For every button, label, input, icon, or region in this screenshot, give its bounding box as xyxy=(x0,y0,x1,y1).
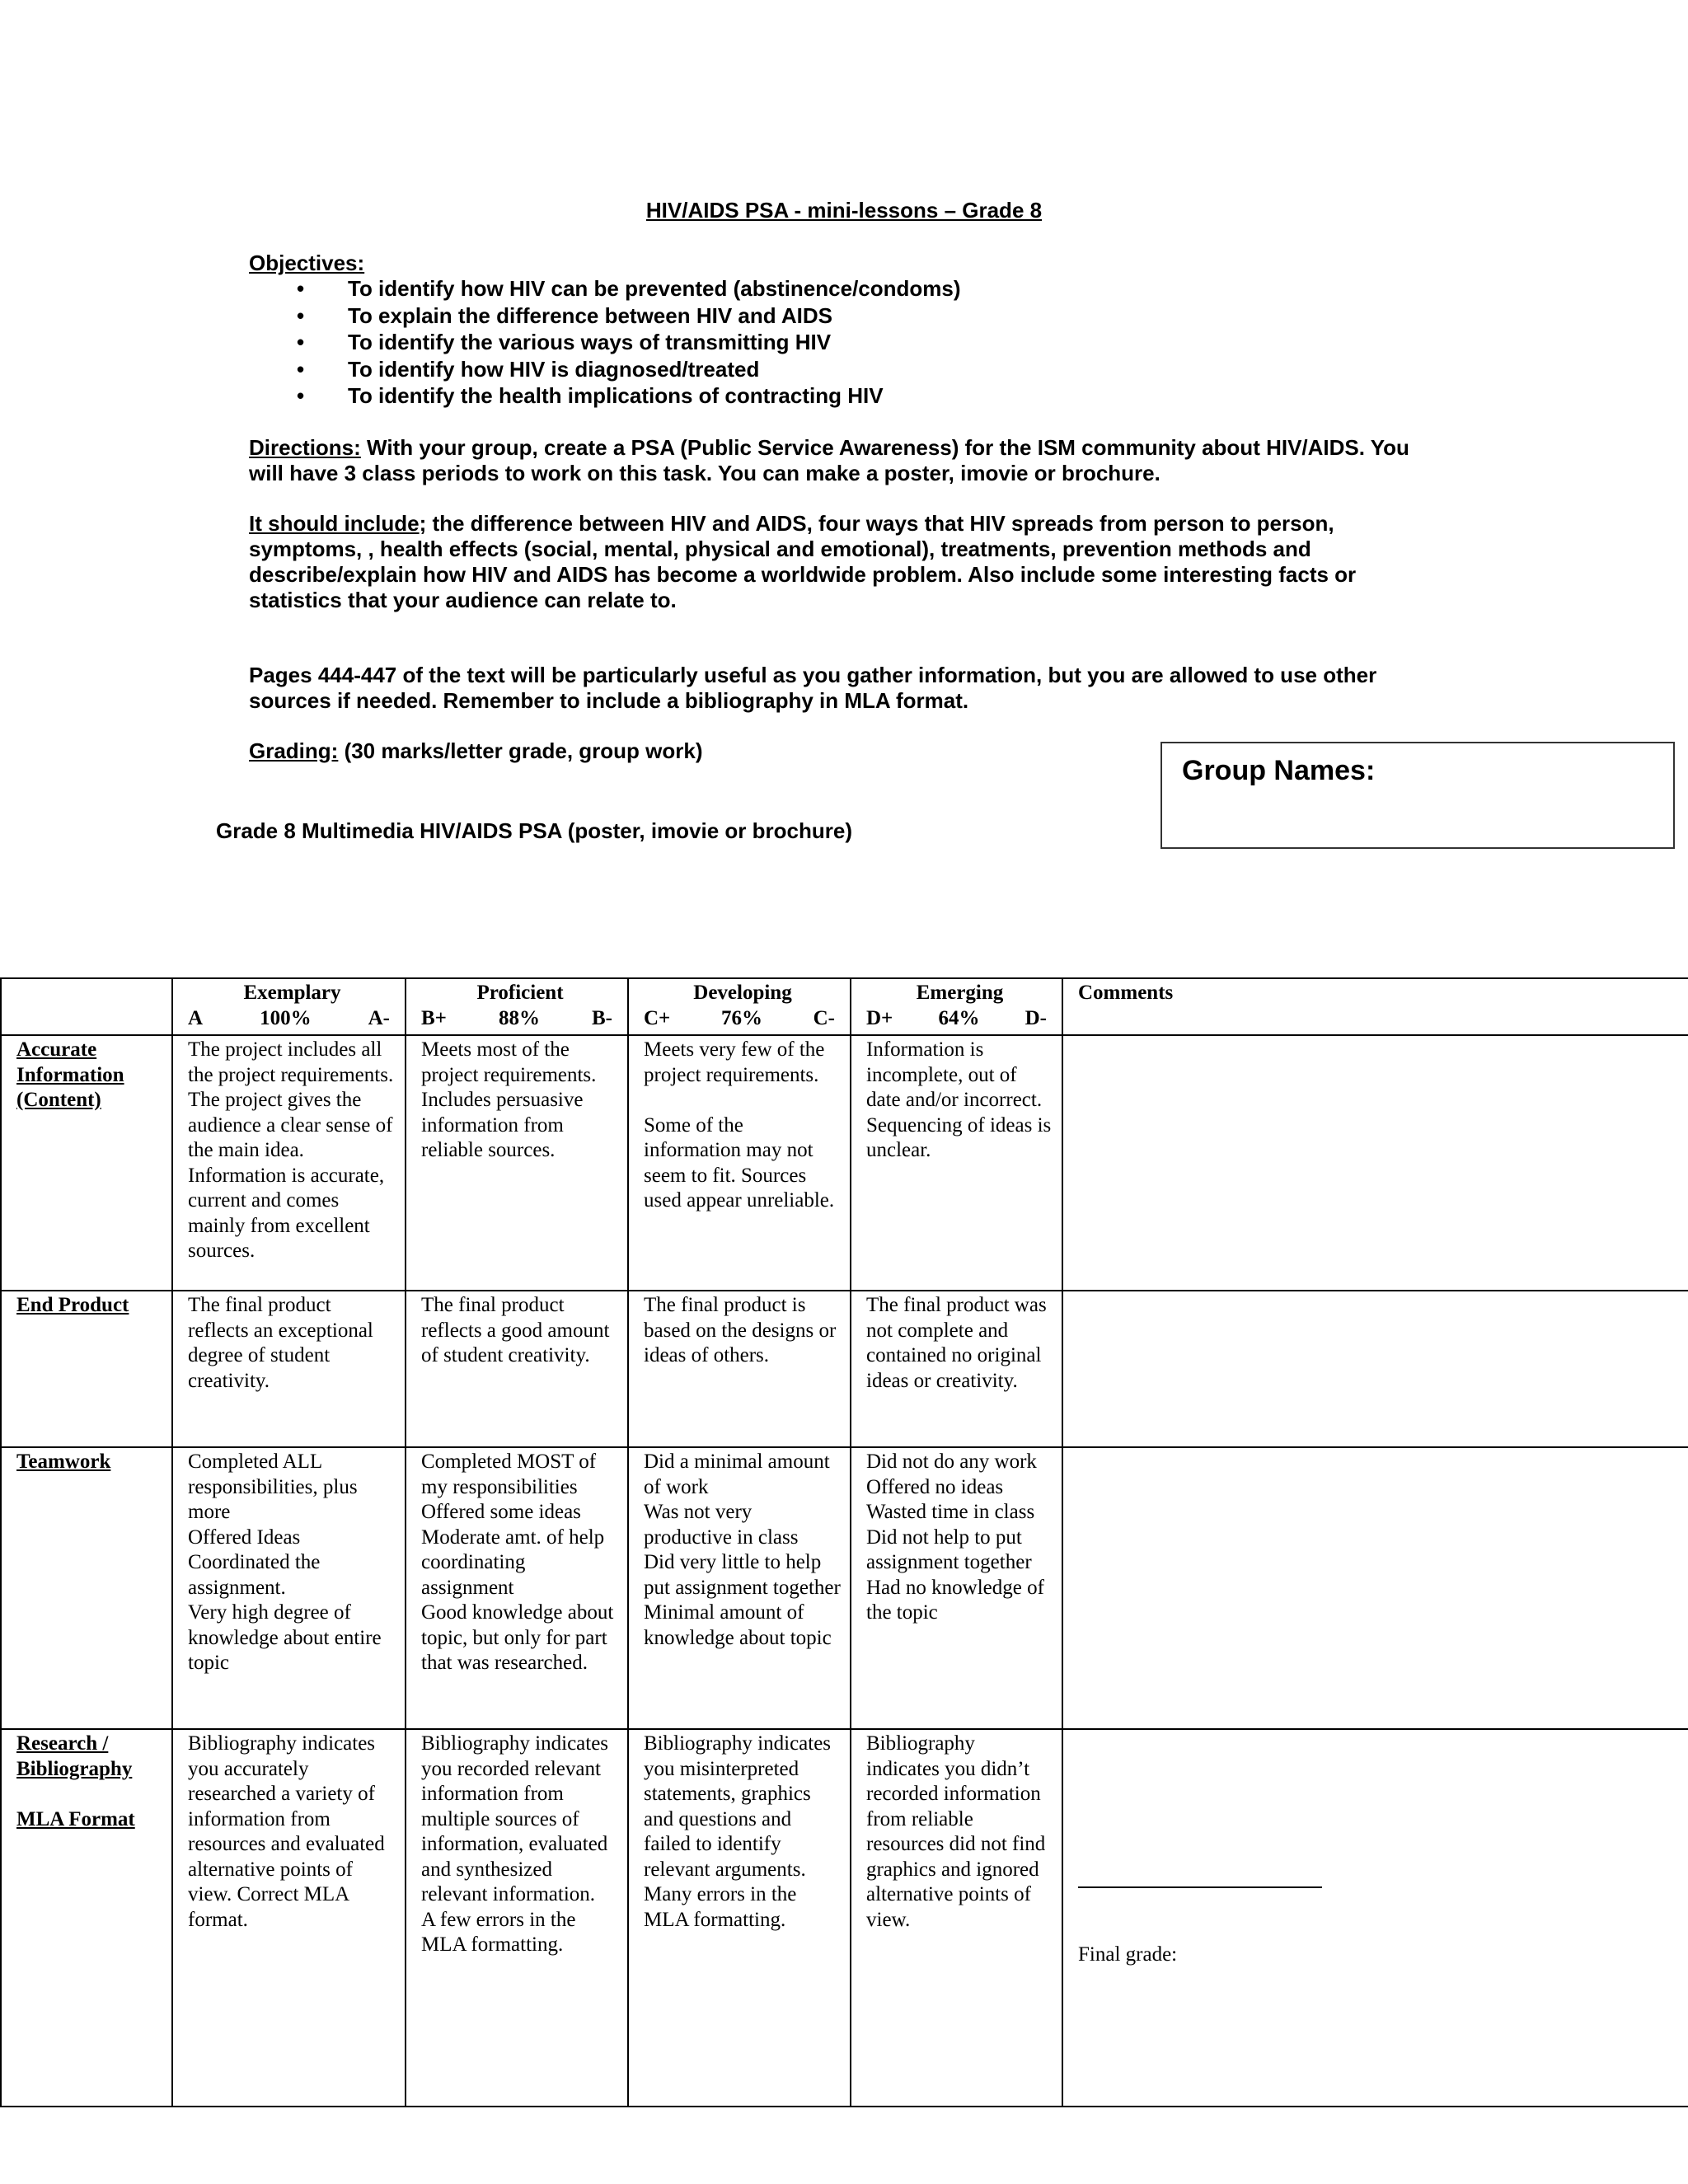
comments-header: Comments xyxy=(1078,982,1174,1004)
include-paragraph xyxy=(249,511,1436,613)
include-label: It should include xyxy=(249,511,420,536)
header-empty-cell xyxy=(1,978,172,1035)
directions-text: With your group, create a PSA (Public Service Awareness) for the ISM community about HIV/AIDS. You will have 3 class periods to work on this task. You can make a poster, imovie or brochure. xyxy=(249,435,1409,485)
rubric-cell: Bibliography indicates you accurately researched a variety of information from resources and evaluated alternative points of view. Correct MLA format. xyxy=(172,1729,406,2107)
document-title: HIV/AIDS PSA - mini-lessons – Grade 8 xyxy=(645,198,1043,223)
level-name: Proficient xyxy=(476,982,564,1004)
header-level-emerging xyxy=(851,978,1062,1035)
header-level-developing xyxy=(628,978,851,1035)
criterion-label: Teamwork xyxy=(1,1447,172,1729)
objective-text: To identify how HIV is diagnosed/treated xyxy=(348,356,760,382)
grade-percent: 64% xyxy=(938,1006,980,1029)
grade-percent: 88% xyxy=(498,1006,540,1029)
objective-item xyxy=(249,382,961,410)
grade-high: B+ xyxy=(421,1006,447,1029)
objective-item xyxy=(249,275,961,302)
grade-low: B- xyxy=(591,1006,612,1029)
header-comments xyxy=(1062,978,1688,1035)
level-name: Emerging xyxy=(916,982,1004,1004)
rubric-cell: Completed ALL responsibilities, plus more Offered Ideas Coordinated the assignment. Very high degree of knowledge about entire topic xyxy=(172,1447,406,1729)
rubric-cell: Did a minimal amount of work Was not very productive in class Did very little to help put assignment together Minimal amount of knowledge about topic xyxy=(628,1447,851,1729)
rubric-cell: Information is incomplete, out of date and/or incorrect. Sequencing of ideas is unclear. xyxy=(851,1035,1062,1291)
rubric-header-row xyxy=(1,978,1688,1035)
rubric-row-end-product xyxy=(1,1291,1688,1447)
objective-item xyxy=(249,356,961,383)
objective-text: To explain the difference between HIV and AIDS xyxy=(348,302,832,328)
group-names-label: Group Names: xyxy=(1182,755,1376,786)
grading-text: (30 marks/letter grade, group work) xyxy=(338,738,703,763)
rubric-cell: Meets very few of the project requirements. Some of the information may not seem to fit. Sources used appear unreliable. xyxy=(628,1035,851,1291)
rubric-table xyxy=(0,977,1688,2107)
objective-text: To identify how HIV can be prevented (abstinence/condoms) xyxy=(348,276,961,301)
comments-cell[interactable] xyxy=(1062,1291,1688,1447)
rubric-row-research-bibliography xyxy=(1,1729,1688,2107)
directions-label: Directions: xyxy=(249,435,361,460)
header-level-proficient xyxy=(406,978,628,1035)
objective-item xyxy=(249,329,961,356)
signature-line[interactable] xyxy=(1078,1886,1322,1888)
grade-high: C+ xyxy=(644,1006,671,1029)
include-text: ; the difference between HIV and AIDS, four ways that HIV spreads from person to person, symptoms, , health effects (social, mental, physical and emotional), treatments, prevention methods and describe/explain how HIV and AIDS has become a worldwide problem. Also include some interesting facts or statistics that your audience can relate to. xyxy=(249,511,1357,612)
level-name: Exemplary xyxy=(243,982,341,1004)
criterion-label: Accurate Information (Content) xyxy=(1,1035,172,1291)
rubric-cell: Bibliography indicates you misinterpreted statements, graphics and questions and failed to identify relevant arguments. Many errors in the MLA formatting. xyxy=(628,1729,851,2107)
objectives-list xyxy=(249,275,961,410)
objective-text: To identify the health implications of contracting HIV xyxy=(348,383,884,408)
directions-paragraph xyxy=(249,435,1436,486)
grade-high: D+ xyxy=(866,1006,893,1029)
rubric-cell: Meets most of the project requirements. Includes persuasive information from reliable sources. xyxy=(406,1035,628,1291)
grade-low: A- xyxy=(368,1006,390,1029)
criterion-label: End Product xyxy=(1,1291,172,1447)
grade-percent: 100% xyxy=(260,1006,312,1029)
pages-note: Pages 444-447 of the text will be particularly useful as you gather information, but you are allowed to use other sources if needed. Remember to include a bibliography in MLA format. xyxy=(249,663,1377,713)
grade-percent: 76% xyxy=(720,1006,762,1029)
final-grade-label: Final grade: xyxy=(1078,1943,1178,1966)
objective-item xyxy=(249,302,961,330)
rubric-cell: The project includes all the project requirements. The project gives the audience a clear sense of the main idea. Information is accurate, current and comes mainly from excellent sources. xyxy=(172,1035,406,1291)
rubric-cell: Did not do any work Offered no ideas Wasted time in class Did not help to put assignment together Had no knowledge of the topic xyxy=(851,1447,1062,1729)
rubric-cell: The final product is based on the designs or ideas of others. xyxy=(628,1291,851,1447)
grading-label: Grading: xyxy=(249,738,339,763)
rubric-cell: Bibliography indicates you didn’t recorded information from reliable resources did not find graphics and ignored alternative points of view. xyxy=(851,1729,1062,2107)
rubric-cell: The final product reflects an exceptional degree of student creativity. xyxy=(172,1291,406,1447)
bullet-icon: • xyxy=(297,356,305,382)
rubric-row-accurate-information xyxy=(1,1035,1688,1291)
grade-low: D- xyxy=(1025,1006,1047,1029)
comments-cell[interactable] xyxy=(1062,1447,1688,1729)
bullet-icon: • xyxy=(297,302,305,328)
header-level-exemplary xyxy=(172,978,406,1035)
rubric-cell: The final product reflects a good amount of student creativity. xyxy=(406,1291,628,1447)
rubric-row-teamwork xyxy=(1,1447,1688,1729)
rubric-title: Grade 8 Multimedia HIV/AIDS PSA (poster, imovie or brochure) xyxy=(216,818,852,843)
bullet-icon: • xyxy=(297,276,305,301)
rubric-cell: Completed MOST of my responsibilities Offered some ideas Moderate amt. of help coordinating assignment Good knowledge about topic, but only for part that was researched. xyxy=(406,1447,628,1729)
objectives-heading: Objectives: xyxy=(249,251,365,275)
bullet-icon: • xyxy=(297,383,305,408)
rubric-cell: The final product was not complete and contained no original ideas or creativity. xyxy=(851,1291,1062,1447)
grade-low: C- xyxy=(813,1006,835,1029)
comments-cell[interactable] xyxy=(1062,1035,1688,1291)
rubric-cell: Bibliography indicates you recorded relevant information from multiple sources of information, evaluated and synthesized relevant information. A few errors in the MLA formatting. xyxy=(406,1729,628,2107)
comments-cell-final[interactable] xyxy=(1062,1729,1688,2107)
grade-high: A xyxy=(188,1006,204,1029)
group-names-box[interactable] xyxy=(1160,742,1675,849)
criterion-label: Research / Bibliography MLA Format xyxy=(1,1729,172,2107)
bullet-icon: • xyxy=(297,330,305,354)
level-name: Developing xyxy=(693,982,792,1004)
objective-text: To identify the various ways of transmitting HIV xyxy=(348,330,832,354)
